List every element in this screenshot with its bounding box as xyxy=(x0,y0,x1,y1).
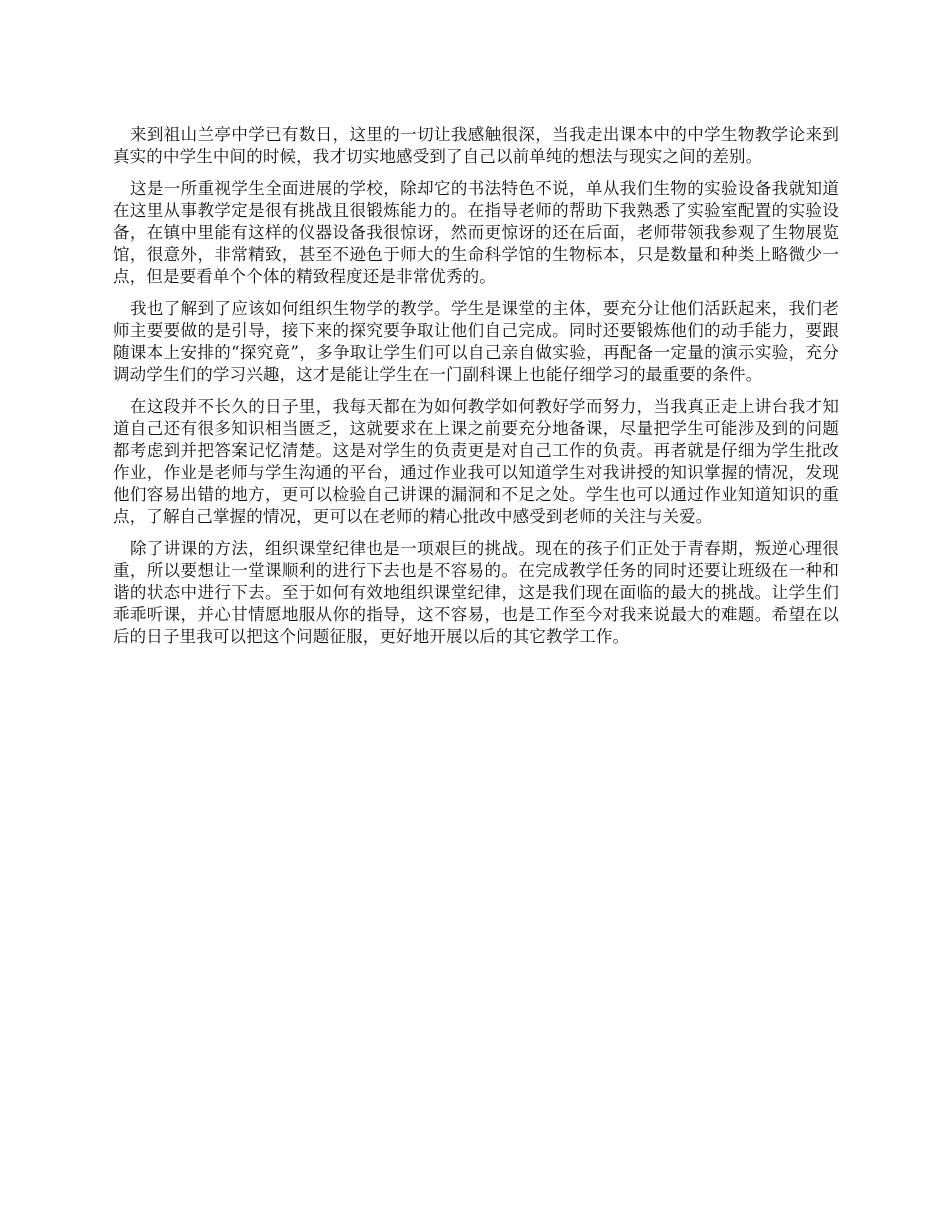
paragraph: 在这段并不长久的日子里，我每天都在为如何教学如何教好学而努力，当我真正走上讲台我才知道自己还有很多知识相当匮乏，这就要求在上课之前要充分地备课，尽量把学生可能涉及到的问题都考虑到并把答案记忆清楚。这是对学生的负责更是对自己工作的负责。再者就是仔细为学生批改作业，作业是老师与学生沟通的平台，通过作业我可以知道学生对我讲授的知识掌握的情况，发现他们容易出错的地方，更可以检验自己讲课的漏洞和不足之处。学生也可以通过作业知道知识的重点，了解自己掌握的情况，更可以在老师的精心批改中感受到老师的关注与关爱。 xyxy=(113,397,839,526)
paragraph: 我也了解到了应该如何组织生物学的教学。学生是课堂的主体，要充分让他们活跃起来，我们老师主要要做的是引导，接下来的探究要争取让他们自己完成。同时还要锻炼他们的动手能力，要跟随课本上安排的“探究竟”，多争取让学生们可以自己亲自做实验，再配备一定量的演示实验，充分调动学生们的学习兴趣，这才是能让学生在一门副科课上也能仔细学习的最重要的条件。 xyxy=(113,299,839,384)
paragraph: 除了讲课的方法，组织课堂纪律也是一项艰巨的挑战。现在的孩子们正处于青春期，叛逆心理很重，所以要想让一堂课顺利的进行下去也是不容易的。在完成教学任务的同时还要让班级在一种和谐的状态中进行下去。至于如何有效地组织课堂纪律，这是我们现在面临的最大的挑战。让学生们乖乖听课，并心甘情愿地服从你的指导，这不容易，也是工作至今对我来说最大的难题。希望在以后的日子里我可以把这个问题征服，更好地开展以后的其它教学工作。 xyxy=(113,539,839,646)
paragraph: 来到祖山兰亭中学已有数日，这里的一切让我感触很深，当我走出课本中的中学生物教学论来到真实的中学生中间的时候，我才切实地感受到了自己以前单纯的想法与现实之间的差别。 xyxy=(113,125,839,166)
document-body xyxy=(113,124,839,658)
paragraph: 这是一所重视学生全面进展的学校，除却它的书法特色不说，单从我们生物的实验设备我就知道在这里从事教学定是很有挑战且很锻炼能力的。在指导老师的帮助下我熟悉了实验室配置的实验设备，在镇中里能有这样的仪器设备我很惊讶，然而更惊讶的还在后面，老师带领我参观了生物展览馆，很意外，非常精致，甚至不逊色于师大的生命科学馆的生物标本，只是数量和种类上略微少一点，但是要看单个个体的精致程度还是非常优秀的。 xyxy=(113,179,839,286)
